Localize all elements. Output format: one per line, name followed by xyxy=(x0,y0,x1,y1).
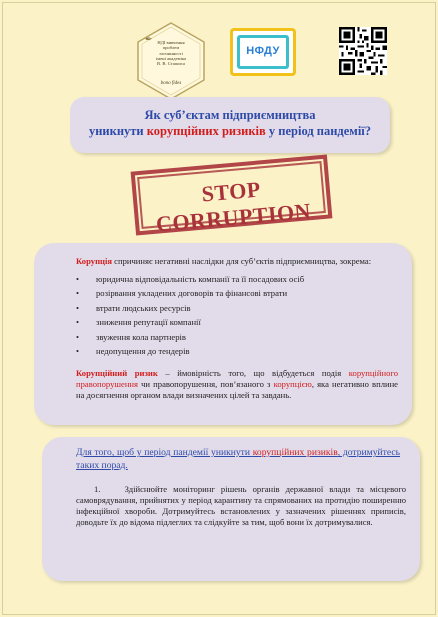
advice-item-1 xyxy=(76,484,406,528)
institute-logo xyxy=(136,22,206,100)
bullet-icon: • xyxy=(76,345,80,356)
risk-highlight: корупційного правопорушення xyxy=(76,368,398,390)
intro-text: Для того, щоб у період пандемії уникнути xyxy=(76,447,253,458)
list-item xyxy=(76,303,398,317)
corruption-info-box xyxy=(34,243,412,425)
list-item-text: звуження кола партнерів xyxy=(96,331,186,342)
title-text: уникнути xyxy=(88,124,147,138)
title-box xyxy=(70,97,390,153)
title-line-1: Як суб’єктам підприємництва xyxy=(144,108,316,122)
risk-term: Корупційний ризик xyxy=(76,368,158,379)
institute-line: імені академіка xyxy=(155,55,187,61)
corruption-def-text: спричиняє негативні наслідки для суб’єктів підприємництва, зокрема: xyxy=(112,256,372,266)
bullet-icon: • xyxy=(76,288,80,299)
advice-intro xyxy=(76,446,400,472)
list-item xyxy=(76,288,398,302)
quill-icon: ✒ xyxy=(145,34,153,44)
nfdu-logo-frame xyxy=(237,35,289,69)
list-item xyxy=(76,346,398,360)
institute-motto: bono fides xyxy=(160,81,182,86)
list-item xyxy=(76,332,398,346)
list-item-text: зниження репутації компанії xyxy=(96,317,201,328)
bullet-icon: • xyxy=(76,331,80,342)
title-text: у період пандемії? xyxy=(265,124,372,138)
institute-line: В. В. Сташиса xyxy=(157,61,185,67)
advice-box xyxy=(42,437,420,581)
institute-line: НДІ вивчення xyxy=(157,40,185,45)
corruption-term: Корупція xyxy=(76,256,113,266)
intro-text: , дотримуйтесь таких порад. xyxy=(76,447,400,471)
institute-line: злочинності xyxy=(159,50,183,56)
institute-line: проблем xyxy=(162,45,180,51)
risk-highlight: корупцією xyxy=(273,379,312,390)
list-item xyxy=(76,317,398,331)
bullet-icon: • xyxy=(76,302,80,313)
intro-highlight: корупційних ризиків xyxy=(252,447,338,458)
list-item xyxy=(76,274,398,288)
qr-code-icon[interactable] xyxy=(339,27,387,75)
bullet-icon: • xyxy=(76,274,80,284)
title-highlight: корупційних ризиків xyxy=(146,124,266,138)
stamp-text: STOP CORRUPTION xyxy=(154,176,312,237)
list-item-text: розірвання укладених договорів та фінансові втрати xyxy=(96,288,288,299)
consequences-list xyxy=(76,274,398,360)
advice-item-text: Здійснюйте моніторинг рішень органів державної влади та місцевого самоврядування, прийнятих у період карантину та спрямованих на протидію поширенню інфекційної хвороби. Дотримуйтесь встановлених у зазначених рішеннях приписів, доводьте їх до відома підлеглих та слідкуйте за тим, щоб вони їх дотримувалися. xyxy=(76,484,407,527)
list-item-text: втрати людських ресурсів xyxy=(96,302,191,313)
list-item-text: юридична відповідальність компанії та її посадових осіб xyxy=(96,274,305,284)
bullet-icon: • xyxy=(76,317,80,328)
corruption-definition xyxy=(76,256,398,267)
risk-text: – ймовірність того, що відбудеться подія xyxy=(157,368,349,379)
advice-item-number: 1. xyxy=(94,484,101,494)
institute-name xyxy=(136,40,206,66)
nfdu-logo xyxy=(230,28,296,76)
risk-text: чи правопорушення, пов’язаного з xyxy=(137,379,274,390)
risk-definition xyxy=(76,368,398,401)
title-line-2 xyxy=(70,123,390,139)
nfdu-logo-text: НФДУ xyxy=(246,45,280,57)
list-item-text: недопущення до тендерів xyxy=(96,345,190,356)
risk-text: , яка негативно вплине на досягнення органом влади визначених цілей та завдань. xyxy=(76,379,398,401)
